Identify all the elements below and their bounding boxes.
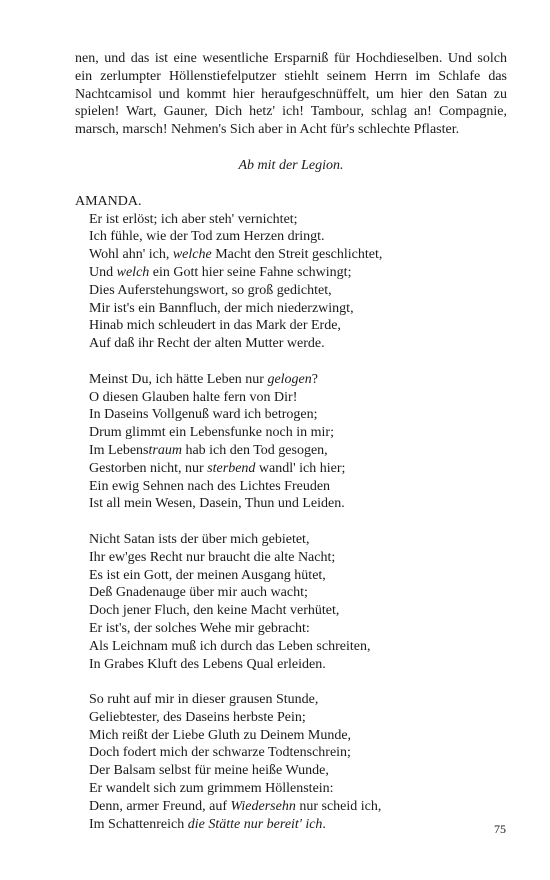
verse-line: Mir ist's ein Bannfluch, der mich niederzwingt, [89, 300, 354, 316]
verse-line: O diesen Glauben halte fern von Dir! [89, 389, 298, 405]
prose-paragraph [75, 50, 507, 139]
poem [75, 211, 507, 834]
page-number: 75 [494, 822, 506, 836]
verse-line: Er wandelt sich zum grimmem Höllenstein: [89, 781, 334, 797]
verse-line: Deß Gnadenauge über mir auch wacht; [89, 585, 308, 601]
verse-line: Der Balsam selbst für meine heiße Wunde, [89, 763, 329, 779]
verse-line: Mich reißt der Liebe Gluth zu Deinem Munde, [89, 727, 352, 743]
page-body [75, 50, 507, 851]
verse-line: Doch fodert mich der schwarze Todtenschrein; [89, 745, 351, 761]
verse-line: Im Schattenreich die Stätte nur bereit' ich. [89, 816, 326, 832]
stanza [75, 691, 507, 833]
verse-line: Es ist ein Gott, der meinen Ausgang hütet, [89, 567, 326, 583]
stage-direction: Ab mit der Legion. [238, 157, 344, 173]
verse-line: Geliebtester, des Daseins herbste Pein; [89, 709, 306, 725]
verse-line: Drum glimmt ein Lebensfunke noch in mir; [89, 425, 334, 441]
verse-line: Ein ewig Sehnen nach des Lichtes Freuden [89, 478, 331, 494]
verse-line: Ihr ew'ges Recht nur braucht die alte Nacht; [89, 549, 336, 565]
verse-line: Als Leichnam muß ich durch das Leben schreiten, [89, 638, 371, 654]
verse-line: In Daseins Vollgenuß ward ich betrogen; [89, 407, 318, 423]
stanza [75, 371, 507, 513]
verse-line: Er ist's, der solches Wehe mir gebracht: [89, 620, 310, 636]
verse-line: Ist all mein Wesen, Dasein, Thun und Leiden. [89, 496, 345, 512]
verse-line: Und welch ein Gott hier seine Fahne schwingt; [89, 264, 352, 280]
stanza [75, 211, 507, 353]
verse-line: Doch jener Fluch, den keine Macht verhütet, [89, 603, 340, 619]
verse-line: So ruht auf mir in dieser grausen Stunde, [89, 692, 319, 708]
verse-line: Im Lebenstraum hab ich den Tod gesogen, [89, 442, 328, 458]
verse-line: Wohl ahn' ich, welche Macht den Streit geschlichtet, [89, 247, 383, 263]
verse-line: Er ist erlöst; ich aber steh' vernichtet; [89, 211, 298, 227]
verse-line: Auf daß ihr Recht der alten Mutter werde. [89, 336, 325, 352]
stanza [75, 531, 507, 673]
verse-line: Ich fühle, wie der Tod zum Herzen dringt. [89, 229, 325, 245]
speaker-name: AMANDA. [75, 193, 142, 209]
verse-line: In Grabes Kluft des Lebens Qual erleiden. [89, 656, 326, 672]
verse-line: Denn, armer Freund, auf Wiedersehn nur scheid ich, [89, 798, 382, 814]
verse-line: Gestorben nicht, nur sterbend wandl' ich hier; [89, 460, 346, 476]
verse-line: Dies Auferstehungswort, so groß gedichtet, [89, 282, 332, 298]
verse-line: Hinab mich schleudert in das Mark der Erde, [89, 318, 341, 334]
prose-text: nen, und das ist eine wesentliche Ersparniß für Hochdieselben. Und solch ein zerlumpter Höllenstiefelputzer stiehlt seinem Herrn im Schlafe das Nachtcamisol und kommt hier heraufgeschnüffelt, um hier den Satan zu spielen! Wart, Gauner, Dich hetz' ich! Tambour, schlag an! Compagnie, marsch, marsch! Nehmen's Sich aber in Acht für's schlechte Pflaster. [75, 51, 507, 138]
verse-line: Meinst Du, ich hätte Leben nur gelogen? [89, 371, 318, 387]
verse-line: Nicht Satan ists der über mich gebietet, [89, 531, 310, 547]
